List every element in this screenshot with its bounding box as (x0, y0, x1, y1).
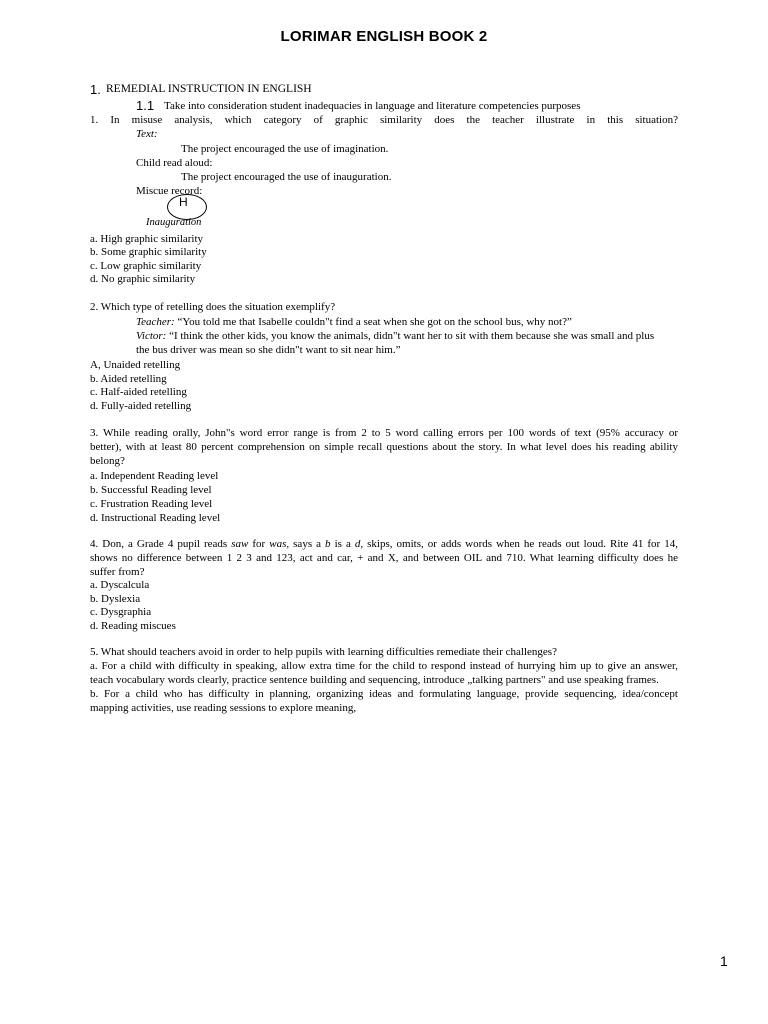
q1-miscue-label: Miscue record: (136, 185, 203, 197)
q4-word-saw: saw (231, 538, 249, 550)
q1-text-label: Text: (136, 128, 158, 140)
q3-option-c: c. Frustration Reading level (90, 498, 213, 510)
q1-option-d: d. No graphic similarity (90, 273, 196, 285)
q4-letter-d: d, (354, 538, 364, 550)
q2-victor-quote-2: the bus driver was mean so she didn"t want to sit near him.” (136, 344, 401, 356)
miscue-word: Inauguration (146, 217, 202, 228)
q4-stem-line-1 (90, 538, 678, 552)
q4-option-d: d. Reading miscues (90, 620, 176, 632)
q2-victor-label: Victor: (136, 330, 167, 342)
miscue-letter: H (179, 195, 188, 209)
q4-stem-line-3: suffer from? (90, 566, 145, 578)
q2-teacher-line (136, 316, 572, 330)
q4-stem-line-2: shows no difference between 1 2 3 and 123, act and car, + and X, and between OIL and 710. What learning difficulty does he (90, 552, 678, 564)
q3-option-a: a. Independent Reading level (90, 470, 219, 482)
q4-text: skips, omits, or adds words when he reads out loud. Rite 41 for 14, (363, 538, 678, 550)
q1-option-b: b. Some graphic similarity (90, 246, 207, 258)
q1-text-sentence: The project encouraged the use of imagination. (181, 143, 389, 155)
q2-teacher-label: Teacher: (136, 316, 175, 328)
q4-text: 4. Don, a Grade 4 pupil reads (90, 538, 232, 550)
q5-option-a-line-1: a. For a child with difficulty in speaking, allow extra time for the child to respond instead of hurrying him up to give an answer, (90, 660, 678, 672)
q2-option-d: d. Fully-aided retelling (90, 400, 192, 412)
q4-text: is a (330, 538, 355, 550)
q4-option-a: a. Dyscalcula (90, 579, 150, 591)
q3-stem-line-3: belong? (90, 455, 125, 467)
q1-stem: 1. In misuse analysis, which category of graphic similarity does the teacher illustrate in this situation? (90, 114, 678, 126)
q2-option-b: b. Aided retelling (90, 373, 167, 385)
q2-option-c: c. Half-aided retelling (90, 386, 187, 398)
q5-option-a-line-2: teach vocabulary words clearly, practice sentence building and sequencing, introduce „talking partners" and use speaking frames. (90, 674, 659, 686)
q4-option-c: c. Dysgraphia (90, 606, 152, 618)
section-title: REMEDIAL INSTRUCTION IN ENGLISH (106, 83, 312, 95)
q1-option-c: c. Low graphic similarity (90, 260, 202, 272)
q1-child-label: Child read aloud: (136, 157, 213, 169)
q5-option-b-line-1: b. For a child who has difficulty in planning, organizing ideas and formulating language, provide sequencing, idea/concept (90, 688, 678, 700)
q1-option-a: a. High graphic similarity (90, 233, 204, 245)
q2-teacher-quote: “You told me that Isabelle couldn"t find a seat when she got on the school bus, why not?” (174, 316, 572, 328)
q2-option-a: A, Unaided retelling (90, 359, 181, 371)
subsection-text: Take into consideration student inadequacies in language and literature competencies purposes (164, 100, 581, 112)
q4-letter-b: b (325, 538, 331, 550)
document-title: LORIMAR ENGLISH BOOK 2 (280, 28, 488, 45)
page-number: 1 (720, 953, 728, 969)
q4-text: for (248, 538, 270, 550)
q5-option-b-line-2: mapping activities, use reading sessions to explore meaning, (90, 702, 357, 714)
q4-word-was: was, (269, 538, 290, 550)
q3-stem-line-1: 3. While reading orally, John"s word error range is from 2 to 5 word calling errors per 100 words of text (95% accuracy or (90, 427, 678, 439)
q3-stem-line-2: better), with at least 80 percent comprehension on simple recall questions about the story. In what level does his reading ability (90, 441, 678, 453)
q2-victor-quote-1: “I think the other kids, you know the animals, didn"t want her to sit with them because she was small and plus (166, 330, 655, 342)
q3-option-b: b. Successful Reading level (90, 484, 212, 496)
q5-stem: 5. What should teachers avoid in order to help pupils with learning difficulties remediate their challenges? (90, 646, 557, 658)
q4-text: says a (289, 538, 326, 550)
q1-child-sentence: The project encouraged the use of inauguration. (181, 171, 392, 183)
section-number: 1. (90, 82, 101, 97)
q2-victor-line (136, 330, 654, 344)
subsection-number: 1.1 (136, 98, 155, 113)
q2-stem: 2. Which type of retelling does the situation exemplify? (90, 301, 336, 313)
q4-option-b: b. Dyslexia (90, 593, 141, 605)
q3-option-d: d. Instructional Reading level (90, 512, 221, 524)
